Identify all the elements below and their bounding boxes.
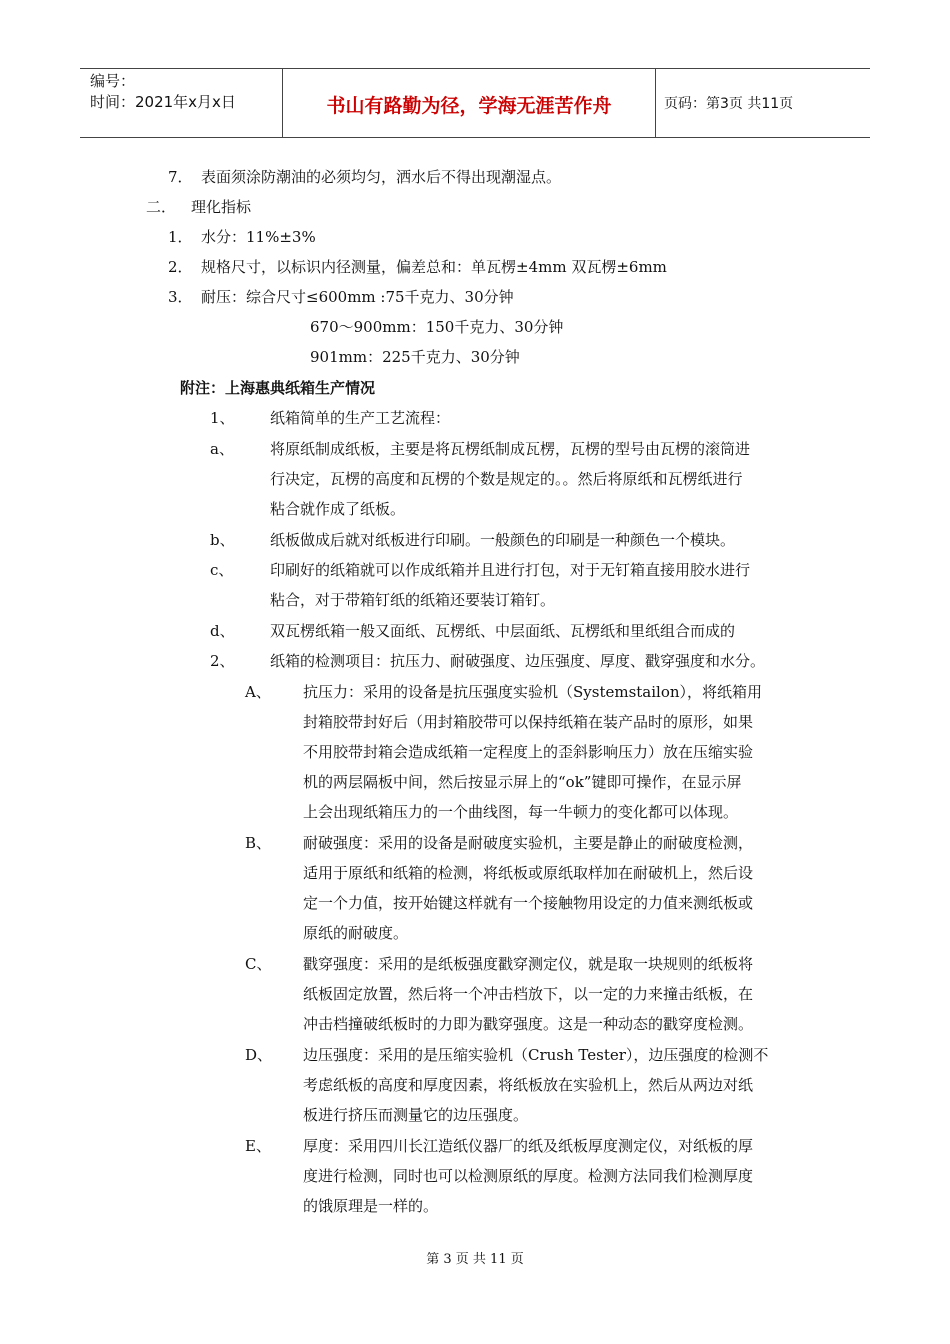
list-marker: 1、 <box>210 409 235 427</box>
text-line: 冲击档撞破纸板时的力即为戳穿强度。这是一种动态的戳穿度检测。 <box>303 1015 754 1033</box>
list-marker: 7． <box>168 168 193 186</box>
text-line: 耐压：综合尺寸≤600mm :75千克力、30分钟 <box>201 288 514 306</box>
list-marker: D、 <box>245 1046 273 1064</box>
header-motto: 书山有路勤为径，学海无涯苦作舟 <box>326 95 612 117</box>
list-marker: 二． <box>146 198 177 216</box>
list-marker: 3． <box>168 288 193 306</box>
header-page-info: 页码：第3页 共11页 <box>664 96 794 112</box>
list-marker: a、 <box>210 440 234 458</box>
list-marker: E、 <box>245 1137 271 1155</box>
page-header <box>80 68 870 138</box>
text-line: 粘合就作成了纸板。 <box>270 500 406 518</box>
document-number-label: 编号： <box>90 72 136 90</box>
text-line: 抗压力：采用的设备是抗压强度实验机（Systemstailon），将纸箱用 <box>303 683 763 701</box>
list-marker: b、 <box>210 531 235 549</box>
text-line: 纸板固定放置，然后将一个冲击档放下，以一定的力来撞击纸板，在 <box>303 985 754 1003</box>
text-line: 考虑纸板的高度和厚度因素，将纸板放在实验机上，然后从两边对纸 <box>303 1076 754 1094</box>
text-line: 机的两层隔板中间，然后按显示屏上的“ok”键即可操作，在显示屏 <box>303 773 742 791</box>
text-line: 戳穿强度：采用的是纸板强度戳穿测定仪，就是取一块规则的纸板将 <box>303 955 754 973</box>
list-marker: 2、 <box>210 652 235 670</box>
list-marker: c、 <box>210 561 234 579</box>
section-heading: 附注：上海惠典纸箱生产情况 <box>180 379 376 397</box>
list-marker: A、 <box>245 683 271 701</box>
page-footer: 第 3 页 共 11 页 <box>426 1252 524 1267</box>
text-line: 规格尺寸，以标识内径测量，偏差总和：单瓦楞±4mm 双瓦楞±6mm <box>201 258 667 276</box>
list-marker: 2． <box>168 258 193 276</box>
text-line: 将原纸制成纸板，主要是将瓦楞纸制成瓦楞，瓦楞的型号由瓦楞的滚筒进 <box>270 440 751 458</box>
list-marker: B、 <box>245 834 272 852</box>
header-meta <box>90 71 236 113</box>
text-line: 670～900mm：150千克力、30分钟 <box>310 318 564 336</box>
text-line: 印刷好的纸箱就可以作成纸箱并且进行打包，对于无钉箱直接用胶水进行 <box>270 561 751 579</box>
text-line: 行决定，瓦楞的高度和瓦楞的个数是规定的。。然后将原纸和瓦楞纸进行 <box>270 470 743 488</box>
list-marker: d、 <box>210 622 235 640</box>
text-line: 双瓦楞纸箱一般又面纸、瓦楞纸、中层面纸、瓦楞纸和里纸组合而成的 <box>270 622 736 640</box>
text-line: 不用胶带封箱会造成纸箱一定程度上的歪斜影响压力）放在压缩实验 <box>303 743 754 761</box>
text-line: 度进行检测，同时也可以检测原纸的厚度。检测方法同我们检测厚度 <box>303 1167 754 1185</box>
text-line: 适用于原纸和纸箱的检测，将纸板或原纸取样加在耐破机上，然后设 <box>303 864 754 882</box>
text-line: 厚度：采用四川长江造纸仪器厂的纸及纸板厚度测定仪，对纸板的厚 <box>303 1137 754 1155</box>
text-line: 901mm：225千克力、30分钟 <box>310 348 520 366</box>
text-line: 板进行挤压而测量它的边压强度。 <box>303 1106 529 1124</box>
header-divider <box>655 69 656 137</box>
text-line: 边压强度：采用的是压缩实验机（Crush Tester），边压强度的检测不 <box>303 1046 769 1064</box>
text-line: 纸箱简单的生产工艺流程： <box>270 409 451 427</box>
text-line: 水分：11%±3% <box>201 228 316 246</box>
text-line: 定一个力值，按开始键这样就有一个接触物用设定的力值来测纸板或 <box>303 894 754 912</box>
document-date: 时间：2021年x月x日 <box>90 93 236 111</box>
text-line: 纸箱的检测项目：抗压力、耐破强度、边压强度、厚度、戳穿强度和水分。 <box>270 652 766 670</box>
text-line: 耐破强度：采用的设备是耐破度实验机，主要是静止的耐破度检测， <box>303 834 754 852</box>
text-line: 表面须涂防潮油的必须均匀，洒水后不得出现潮湿点。 <box>201 168 562 186</box>
list-marker: C、 <box>245 955 272 973</box>
text-line: 理化指标 <box>191 198 252 216</box>
text-line: 粘合，对于带箱钉纸的纸箱还要装订箱钉。 <box>270 591 556 609</box>
text-line: 的饿原理是一样的。 <box>303 1197 439 1215</box>
text-line: 原纸的耐破度。 <box>303 924 409 942</box>
list-marker: 1． <box>168 228 193 246</box>
text-line: 上会出现纸箱压力的一个曲线图，每一牛顿力的变化都可以体现。 <box>303 803 739 821</box>
text-line: 纸板做成后就对纸板进行印刷。一般颜色的印刷是一种颜色一个模块。 <box>270 531 736 549</box>
text-line: 封箱胶带封好后（用封箱胶带可以保持纸箱在装产品时的原形，如果 <box>303 713 754 731</box>
